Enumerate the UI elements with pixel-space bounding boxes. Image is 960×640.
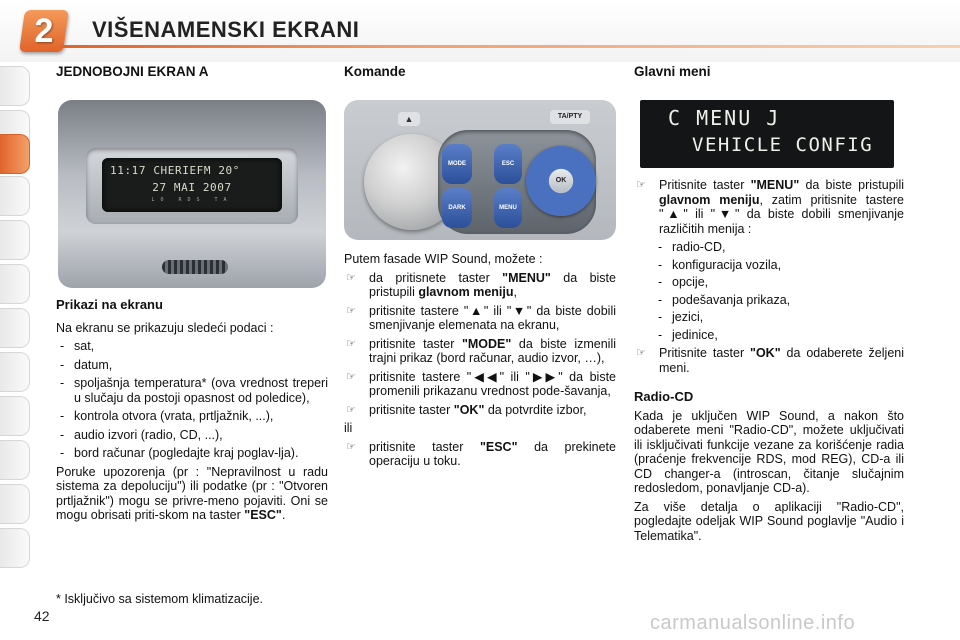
item-text: pritisnite taster [369,336,462,351]
side-tab-7[interactable] [0,352,30,392]
menu-button[interactable]: MENU [494,188,522,228]
ok-keyword: "OK" [750,346,781,360]
column-c-text [634,178,904,379]
item-text: pritisnite taster [369,439,480,454]
warning-text: Poruke upozorenja (pr : "Nepravilnost u radu sistema za depoluciju") ili podatke (pr : "Otvoren prtljažnik") mogu se privre-meno pojaviti. Oni se mogu obrisati priti-skom na taster [56,464,328,522]
side-tab-11[interactable] [0,528,30,568]
menu-keyword: "MENU" [750,178,800,192]
menus-list [654,240,904,342]
display-time-station-temp: 11:17 CHERIEFM 20° [110,164,241,177]
menu-screen-title: C MENU J [668,106,781,130]
dashboard-display-photo [58,100,326,288]
pointing-hand-icon: ☞ [346,304,356,317]
controls-intro: Putem fasade WIP Sound, možete : [344,252,543,266]
pointing-hand-icon: ☞ [636,179,646,191]
column-b-text [344,252,616,473]
list-item: - jedinice, [654,328,904,343]
heading-monochrome-screen: JEDNOBOJNI EKRAN A [56,64,209,79]
list-item: - radio-CD, [654,240,904,255]
esc-keyword: "ESC" [479,439,518,454]
main-menu-steps [634,178,904,236]
list-item [344,440,616,469]
displays-list [56,339,328,461]
warning-paragraph [56,465,328,523]
header-underline [60,45,960,48]
main-menu-keyword: glavnom meniju [659,192,760,207]
pointing-hand-icon: ☞ [636,347,646,359]
item-text: Pritisnite taster [659,346,751,360]
pointing-hand-icon: ☞ [346,271,356,284]
pointing-hand-icon: ☞ [346,370,356,383]
item-text: pritisnite tastere "◀◀" ili "▶▶" da biste promenili prikazanu vrednost pode-šavanja, [369,369,616,398]
item-text: pritisnite tastere "▲" ili "▼" da biste dobili smenjivanje elemenata na ekranu, [369,303,616,332]
menu-screen-item: VEHICLE CONFIG [692,134,874,156]
list-item: - datum, [56,358,328,373]
list-item [344,337,616,366]
list-item [344,271,616,300]
ok-keyword: "OK" [453,402,485,417]
side-tab-5[interactable] [0,264,30,304]
eject-button[interactable]: ▲ [398,112,420,126]
side-tab-9[interactable] [0,440,30,480]
page-title: VIŠENAMENSKI EKRANI [92,17,360,42]
item-text: da biste pristupili [369,270,616,299]
list-item: - konfiguracija vozila, [654,258,904,273]
main-menu-steps-2 [634,346,904,375]
ok-button[interactable]: OK [549,169,573,193]
list-item: - podešavanja prikaza, [654,293,904,308]
dark-button[interactable]: DARK [442,188,472,228]
column-a-text [56,298,328,523]
list-item [634,346,904,375]
radio-cd-paragraph-1: Kada je uključen WIP Sound, a nakon što odaberete meni "Radio-CD", možete uključivati ili isključivati funkcije vezane za korišćenje radia (praćenje frekvencije RDS, mod REG), CD-a ili CD changer-a (introscan, čitanje slučajnim redosledom, ponavljanje CD-a). [634,408,904,495]
item-text: da biste pristupili [799,178,905,192]
heading-controls: Komande [344,64,406,79]
pointing-hand-icon: ☞ [346,403,356,416]
esc-keyword: "ESC" [244,508,282,522]
side-tab-6[interactable] [0,308,30,348]
ta-pty-button[interactable]: TA/PTY [550,110,590,124]
air-vent [162,260,228,274]
or-separator: ili [344,421,353,435]
controls-photo [344,100,616,240]
list-item: - bord računar (pogledajte kraj poglav-lja). [56,446,328,461]
radio-cd-heading: Radio-CD [634,389,694,404]
side-tab-active[interactable] [0,134,30,174]
item-text: da prekinete operaciju u toku. [369,439,616,468]
display-date: 27 MAI 2007 [152,181,232,194]
item-text: da odaberete željeni meni. [659,346,904,375]
subheading-screen-displays: Prikazi na ekranu [56,297,163,312]
page-number: 42 [34,608,50,624]
item-text: da biste izmenili trajni prikaz (bord računar, audio izvor, …), [369,336,616,365]
item-text: Pritisnite taster [659,178,751,192]
main-menu-keyword: glavnom meniju [418,285,514,299]
item-text: , zatim pritisnite tastere "▲" ili "▼" da biste dobili smenjivanje različitih menija : [659,192,905,236]
list-item: - spoljašnja temperatura* (ova vrednost treperi u slučaju da postoji opasnost od poledice), [56,376,328,405]
menu-keyword: "MENU" [502,270,551,285]
pointing-hand-icon: ☞ [346,337,356,350]
item-text: , [513,285,517,299]
list-item: - jezici, [654,310,904,325]
mode-keyword: "MODE" [461,336,512,351]
list-item: - sat, [56,339,328,354]
chapter-number: 2 [34,12,54,50]
side-tab-10[interactable] [0,484,30,524]
side-tab-8[interactable] [0,396,30,436]
menu-screen-photo [640,100,894,168]
item-text: pritisnite taster [369,402,454,417]
footnote: * Isključivo sa sistemom klimatizacije. [56,592,263,606]
list-item [634,178,904,236]
warning-end: . [281,508,286,522]
monochrome-display [102,158,282,212]
list-item: - opcije, [654,275,904,290]
list-item: - kontrola otvora (vrata, prtljažnik, ...), [56,409,328,424]
pointing-hand-icon: ☞ [346,440,356,453]
controls-list-last [344,440,616,469]
side-tab-3[interactable] [0,176,30,216]
side-tab-1[interactable] [0,66,30,106]
list-item [344,304,616,333]
esc-button[interactable]: ESC [494,144,522,184]
list-item [344,370,616,399]
watermark: carmanualsonline.info [650,612,856,634]
list-item [344,403,616,418]
item-text: da pritisnete taster [369,270,503,285]
item-text: da potvrdite izbor, [484,402,587,417]
radio-cd-section [634,390,904,543]
displays-intro: Na ekranu se prikazuju sledeći podaci : [56,320,274,335]
mode-button[interactable]: MODE [442,144,472,184]
controls-list [344,271,616,418]
radio-cd-paragraph-2: Za više detalja o aplikaciji "Radio-CD", pogledajte odeljak WIP Sound poglavlje "Audio i Telematika". [634,499,904,543]
display-indicators: LO RDS TA [151,197,233,203]
heading-main-menu: Glavni meni [634,64,711,79]
side-tab-4[interactable] [0,220,30,260]
list-item: - audio izvori (radio, CD, ...), [56,428,328,443]
